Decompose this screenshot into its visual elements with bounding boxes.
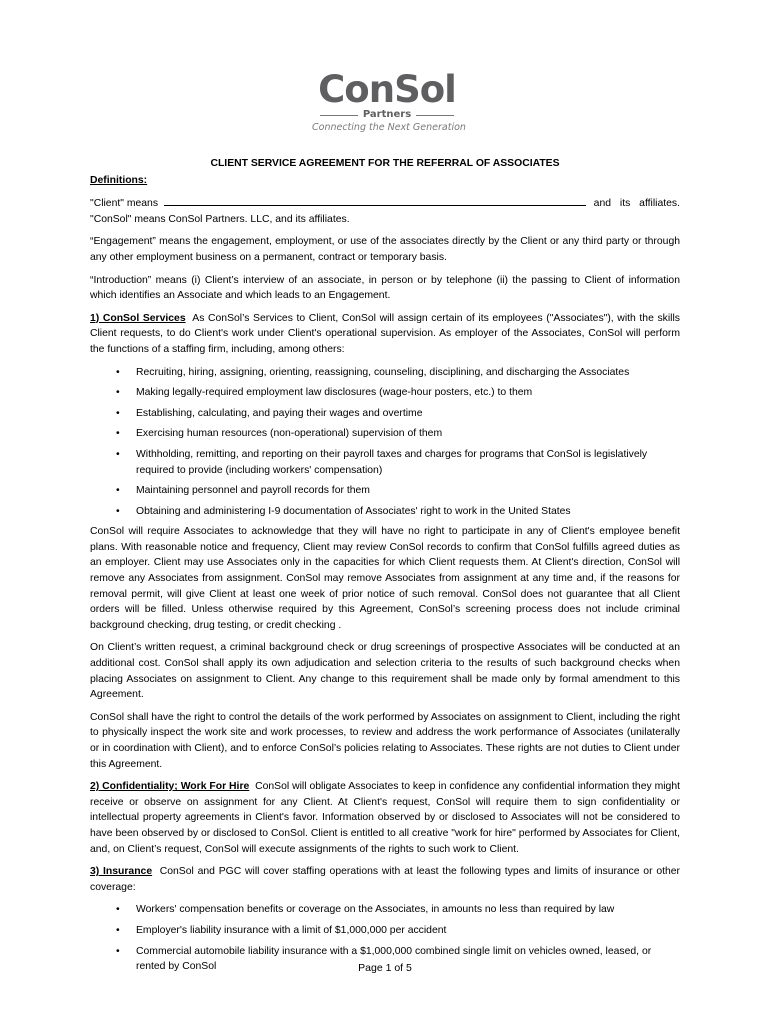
section-1-paragraph-3: On Client’s written request, a criminal background check or drug screenings of prospective Associates will be conducted at an additional cost. ConSol shall apply its own adjudication and selection criteria to the results of such background checks when placing Associates on assignment to Client. Any change to this requirement shall be made only by formal amendment to this Agreement. <box>90 642 680 701</box>
bullet-icon: • <box>116 407 120 419</box>
bullet-icon: • <box>116 428 120 440</box>
logo-subtitle: Partners <box>362 109 412 120</box>
bullet-icon: • <box>116 366 120 378</box>
section-1-heading: 1) ConSol Services <box>90 312 186 324</box>
list-item: • Recruiting, hiring, assigning, orienting, reassigning, counseling, disciplining, and discharging the Associates <box>90 365 680 381</box>
client-name-blank <box>164 204 586 206</box>
list-item: • Commercial automobile liability insurance with a $1,000,000 combined single limit on vehicles owned, leased, or rented by ConSol <box>116 945 652 973</box>
logo-tagline: Connecting the Next Generation <box>312 122 466 133</box>
bullet-icon: • <box>116 485 120 497</box>
section-3 <box>90 864 680 895</box>
list-item: • Exercising human resources (non-operational) supervision of them <box>90 426 680 442</box>
consol-definition: "ConSol" means ConSol Partners. LLC, and its affiliates. <box>90 213 350 225</box>
section-1-paragraph-4: ConSol shall have the right to control the details of the work performed by Associates on assignment to Client, including the right to physically inspect the work site and work processes, to review and address the work performance of Associates (unilaterally or in coordination with Client), and to enforce ConSol’s policies relating to Associates. These rights are not duties to Client under this Agreement. <box>90 711 680 770</box>
bullet-icon: • <box>116 448 120 460</box>
list-item: • Establishing, calculating, and paying their wages and overtime <box>90 406 680 422</box>
list-item: • Obtaining and administering I-9 documentation of Associates' right to work in the United States <box>90 504 680 520</box>
section-3-heading: 3) Insurance <box>90 866 153 878</box>
document-body <box>90 156 680 980</box>
document-title: CLIENT SERVICE AGREEMENT FOR THE REFERRAL OF ASSOCIATES <box>210 158 560 169</box>
list-item: • Making legally-required employment law disclosures (wage-hour posters, etc.) to them <box>90 385 680 401</box>
section-1-text: As ConSol’s Services to Client, ConSol will assign certain of its employees ("Associates"), with the skills Client requests, to do Client's work under Client's operational supervision. As employer of the Associates, ConSol will perform the functions of a staffing firm, including, among others: <box>90 312 680 355</box>
section-3-text: ConSol and PGC will cover staffing operations with at least the following types and limits of insurance or other coverage: <box>90 866 681 893</box>
section-1-paragraph-2: ConSol will require Associates to acknowledge that they will have no right to participate in any of Client's employee benefit plans. With reasonable notice and frequency, Client may review ConSol records to confirm that ConSol fulfills agreed duties as an employer. Client may use Associates only in the capacities for which Client requests them. At Client's direction, ConSol will remove any Associates from assignment. ConSol may remove Associates from assignment at any time and, if the reasons for removal permit, will give Client at least one week of prior notice of such removal. ConSol does not guarantee that all Client orders will be filled. Unless otherwise required by this Agreement, ConSol’s screening process does not include criminal background checking, drug testing, or credit checking . <box>90 526 680 631</box>
section-2-text: ConSol will obligate Associates to keep in confidence any confidential information they might receive or observe on assignment for any Client. At Client's request, ConSol will require them to sign confidentiality or intellectual property agreements in Client's favor. Information observed by or disclosed to Associates will not be considered to have been observed by or disclosed to ConSol. Client is entitled to all creative "work for hire" performed by Associates for Client, and, on Client’s request, ConSol will execute assignments of the rights to such work to Client. <box>90 781 680 855</box>
bullet-icon: • <box>116 505 120 517</box>
client-prefix: "Client" means <box>90 198 159 210</box>
client-definition <box>90 196 680 212</box>
section-1-intro <box>90 311 680 358</box>
list-item: • Employer's liability insurance with a limit of $1,000,000 per accident <box>90 923 680 939</box>
definitions-heading: Definitions: <box>90 174 148 186</box>
section-1-bullets <box>90 365 680 520</box>
bullet-icon: • <box>116 945 120 957</box>
list-item: • Maintaining personnel and payroll records for them <box>90 483 680 499</box>
list-item: • Workers' compensation benefits or coverage on the Associates, in amounts no less than required by law <box>90 902 680 918</box>
bullet-icon: • <box>116 387 120 399</box>
logo-name: ConSol <box>318 68 456 111</box>
bullet-icon: • <box>116 924 120 936</box>
logo-rule-left <box>320 115 358 116</box>
section-2-heading: 2) Confidentiality; Work For Hire <box>90 781 250 793</box>
engagement-definition: “Engagement” means the engagement, employment, or use of the associates directly by the Client or any third party or through any other employment business on a permanent, contract or temporary basis. <box>90 236 680 263</box>
logo-rule-right <box>416 115 454 116</box>
list-item: • Withholding, remitting, and reporting on their payroll taxes and charges for programs that ConSol is legislatively required to provide (including workers' compensation) <box>116 448 648 476</box>
client-suffix: and its affiliates. <box>593 198 680 210</box>
page-number: Page 1 of 5 <box>358 962 412 974</box>
consol-logo <box>312 68 466 136</box>
section-2 <box>90 779 680 857</box>
introduction-definition: “Introduction” means (i) Client’s interview of an associate, in person or by telephone (ii) the passing to Client of information which identifies an Associate and which leads to an Engagement. <box>90 274 680 302</box>
bullet-icon: • <box>116 904 120 916</box>
